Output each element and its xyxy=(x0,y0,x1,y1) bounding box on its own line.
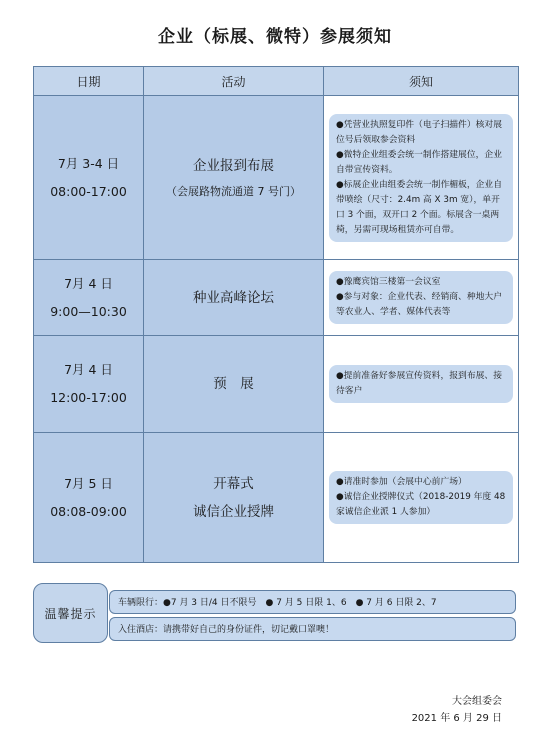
note-item: ●提前准备好参展宣传资料，报到布展、接待客户 xyxy=(336,371,503,396)
tips-section xyxy=(33,583,518,643)
notes-cell xyxy=(324,336,519,433)
table-row xyxy=(34,336,519,433)
notes-box xyxy=(329,365,513,403)
activity-cell xyxy=(144,260,324,336)
notes-box xyxy=(329,114,513,242)
notes-box xyxy=(329,271,513,324)
note-item: ●参与对象：企业代表、经销商、种地大户等农业人、学者、媒体代表等 xyxy=(336,292,503,317)
notes-cell xyxy=(324,260,519,336)
note-item: ●诚信企业授牌仪式（2018-2019 年度 48 家诚信企业派 1 人参加） xyxy=(336,492,506,517)
table-header-row xyxy=(34,67,519,96)
date-cell xyxy=(34,433,144,563)
activity-cell xyxy=(144,433,324,563)
date-cell xyxy=(34,96,144,260)
header-date: 日期 xyxy=(34,67,144,96)
activity-subtitle: （会展路物流通道 7 号门） xyxy=(166,184,301,198)
notes-cell xyxy=(324,96,519,260)
notes-box xyxy=(329,471,513,524)
date-text: 7月 4 日 xyxy=(64,275,113,291)
hotel-tip: 入住酒店：请携带好自己的身份证件，切记戴口罩噢！ xyxy=(109,617,516,641)
table-row xyxy=(34,96,519,260)
table-row xyxy=(34,433,519,563)
time-text: 08:00-17:00 xyxy=(50,183,127,199)
time-text: 08:08-09:00 xyxy=(50,503,127,519)
note-item: ●微特企业组委会统一制作搭建展位，企业自带宣传资料。 xyxy=(336,149,503,175)
activity-title: 预 展 xyxy=(213,376,254,392)
date-text: 7月 4 日 xyxy=(64,362,113,377)
note-item: ●豫鹰宾馆三楼第一会议室 xyxy=(336,277,441,287)
note-item: ●请准时参加（会展中心前广场） xyxy=(336,477,467,487)
traffic-restriction-tip: 车辆限行：●7 月 3 日/4 日不限号 ● 7 月 5 日限 1、6 ● 7 月 6 日限 2、7 xyxy=(109,590,516,614)
date-cell xyxy=(34,336,144,433)
note-item: ●凭营业执照复印件（电子扫描件）核对展位号后领取参会资料 xyxy=(336,119,503,145)
tips-label: 温馨提示 xyxy=(33,583,108,643)
date-cell xyxy=(34,260,144,336)
activity-title: 开幕式 xyxy=(213,475,254,492)
page-title: 企业（标展、微特）参展须知 xyxy=(158,27,392,47)
footer xyxy=(412,693,502,727)
activity-cell xyxy=(144,96,324,260)
date-text: 7月 5 日 xyxy=(64,475,113,491)
notes-cell xyxy=(324,433,519,563)
note-item: ●标展企业由组委会统一制作楣板，企业自带喷绘（尺寸：2.4m 高 X 3m 宽），单开口 3 个面，双开口 2 个面。标展含一桌两椅，另需可现场租赁亦可自带。 xyxy=(336,179,503,235)
activity-title: 诚信企业授牌 xyxy=(193,503,274,520)
footer-date: 2021 年 6 月 29 日 xyxy=(411,713,502,724)
time-text: 12:00-17:00 xyxy=(50,390,127,405)
footer-org: 大会组委会 xyxy=(452,696,502,707)
date-text: 7月 3-4 日 xyxy=(57,155,120,171)
schedule-table xyxy=(33,66,519,563)
header-activity: 活动 xyxy=(144,67,324,96)
time-text: 9:00—10:30 xyxy=(50,303,127,319)
activity-cell xyxy=(144,336,324,433)
activity-title: 企业报到布展 xyxy=(193,157,274,174)
header-notes: 须知 xyxy=(324,67,519,96)
activity-title: 种业高峰论坛 xyxy=(193,289,274,306)
table-row xyxy=(34,260,519,336)
